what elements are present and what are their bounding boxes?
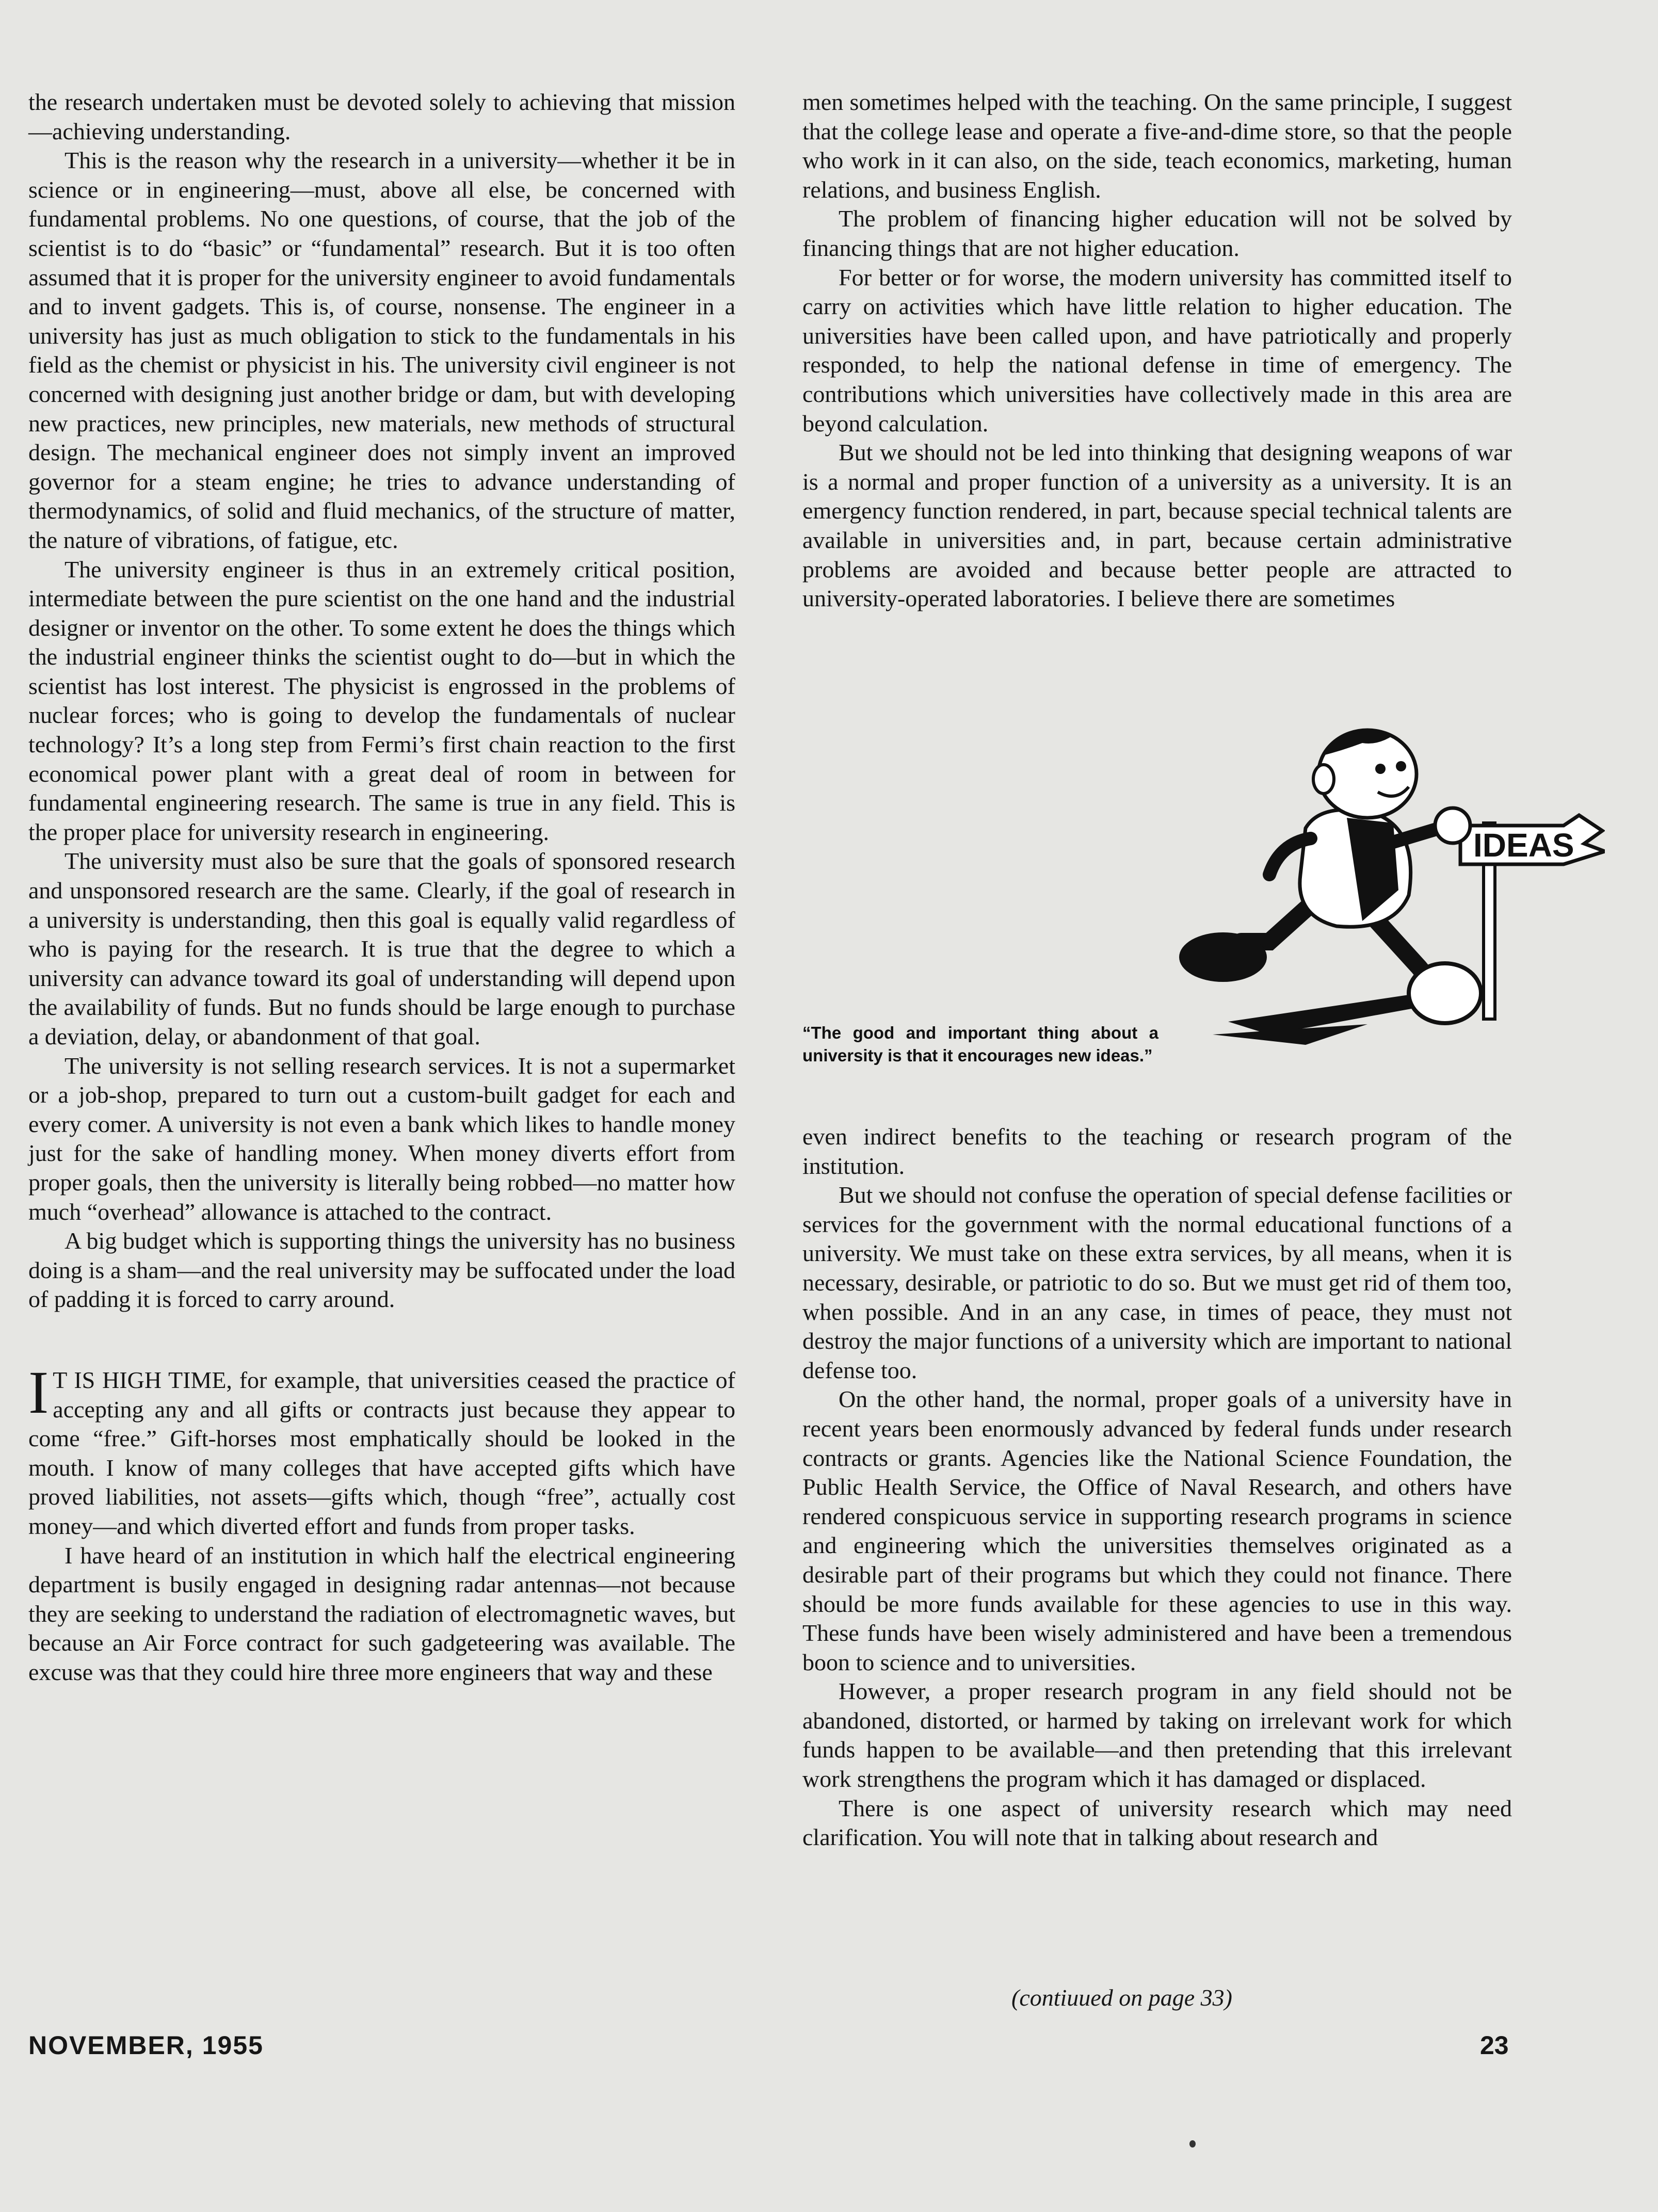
footer-date: NOVEMBER, 1955	[28, 2031, 264, 2060]
paragraph: For better or for worse, the modern university has committed itself to carry on activities which have little relation to higher education. The universities have been called upon, and have patriotically and properly responded, to help the national defense in time of emergency. The contributions which universities have collectively made in this area are beyond calculation.	[802, 264, 1512, 437]
paragraph: I have heard of an institution in which half the electrical engineering department is busily engaged in designing radar antennas—not because they are seeking to understand the radiation of electromagnetic waves, but because an Air Force contract for such gadgeteering was available. The excuse was that they could hire three more engineers that way and these	[28, 1542, 735, 1685]
section-lead-in: T IS HIGH TIME,	[53, 1366, 232, 1393]
paragraph: This is the reason why the research in a university—whether it be in science or in engineering—must, above all else, be concerned with fundamental problems. No one questions, of course, that the job of the scientist is to do “basic” or “fundamental” research. But it is too often assumed that it is proper for the university engineer to avoid fundamentals and to invent gadgets. This is, of course, nonsense. The engineer in a university has just as much obligation to stick to the fundamentals in his field as the chemist or physicist in his. The university civil engineer is not concerned with designing just another bridge or dam, but with developing new practices, new principles, new materials, new methods of structural design. The mechanical engineer does not simply invent an improved governor for a steam engine; he tries to advance understanding of thermodynamics, of solid and fluid mechanics, of the structure of matter, the nature of vibrations, of fatigue, etc.	[28, 147, 735, 553]
paragraph: The problem of financing higher education will not be solved by financing things that are not higher education.	[802, 205, 1512, 261]
paragraph: But we should not be led into thinking that designing weapons of war is a normal and proper function of a university as a university. It is an emergency function rendered, in part, because special technical talents are available in universities and, in part, because certain administrative problems are avoided and because better people are attracted to university-operated laboratories. I believe there are sometimes	[802, 439, 1512, 612]
continued-note: (contiuued on page 33)	[1011, 1984, 1232, 2011]
section-opening-paragraph	[28, 1358, 735, 1541]
paragraph: The university is not selling research services. It is not a supermarket or a job-shop, prepared to turn out a custom-built gadget for each and every comer. A university is not even a bank which likes to handle money just for the sake of handling money. When money diverts effort from proper goals, then the university is literally being robbed—no matter how much “overhead” allowance is attached to the contract.	[28, 1052, 735, 1225]
paragraph: There is one aspect of university research which may need clarification. You will note that in talking about research and	[802, 1795, 1512, 1851]
paragraph: men sometimes helped with the teaching. On the same principle, I suggest that the college lease and operate a five-and-dime store, so that the people who work in it can also, on the side, teach economics, marketing, human relations, and business English.	[802, 89, 1512, 203]
running-boy-ideas-illustration	[1151, 725, 1605, 1086]
ideas-sign-text: IDEAS	[1473, 827, 1574, 864]
right-column-top	[802, 88, 1512, 613]
paragraph: the research undertaken must be devoted solely to achieving that mission—achieving understanding.	[28, 89, 735, 144]
paragraph: even indirect benefits to the teaching or research program of the institution.	[802, 1123, 1512, 1179]
print-speck	[1189, 2140, 1196, 2148]
section-opening-text: for example, that universities ceased the practice of accepting any and all gifts or contracts just because they appear to come “free.” Gift-horses most emphatically should be looked in the mouth. I know of many colleges that have accepted gifts which have proved liabilities, not assets—gifts which, though “free”, actually cost money—and which diverted effort and funds from proper tasks.	[28, 1366, 735, 1539]
drop-cap: I	[28, 1358, 49, 1426]
paragraph: But we should not confuse the operation of special defense facilities or services for the government with the normal educational functions of a university. We must take on these extra services, by all means, when it is necessary, desirable, or patriotic to do so. But we must get rid of them too, when possible. And in an any case, in times of peace, they must not destroy the major functions of a university which are important to national defense too.	[802, 1182, 1512, 1383]
fist	[1435, 808, 1470, 843]
paragraph: On the other hand, the normal, proper goals of a university have in recent years been enormously advanced by federal funds under research contracts or grants. Agencies like the National Science Foundation, the Public Health Service, the Office of Naval Research, and others have rendered conspicuous service in supporting research programs in science and engineering which the universities themselves originated as a desirable part of their programs but which they could not finance. There should be more funds available for these agencies to use in this way. These funds have been wisely administered and have been a tremendous boon to science and to universities.	[802, 1386, 1512, 1675]
front-shoe	[1409, 963, 1481, 1023]
paragraph: A big budget which is supporting things the university has no business doing is a sham—and the real university may be suffocated under the load of padding it is forced to carry around.	[28, 1228, 735, 1313]
back-shoe	[1179, 932, 1267, 982]
paragraph: The university engineer is thus in an extremely critical position, intermediate between the pure scientist on the one hand and the industrial designer or inventor on the other. To some extent he does the things which the industrial engineer thinks the scientist ought to do—but in which the scientist has lost interest. The physicist is engrossed in the problems of nuclear forces; who is going to develop the fundamentals of nuclear technology? It’s a long step from Fermi’s first chain reaction to the first economical power plant with a great deal of room in between for fundamental engineering research. The same is true in any field. This is the proper place for university research in engineering.	[28, 556, 735, 845]
paragraph: The university must also be sure that the goals of sponsored research and unsponsored research are the same. Clearly, if the goal of research in a university is understanding, then this goal is equally valid regardless of who is paying for the research. It is true that the degree to which a university can advance toward its goal of understanding will depend upon the availability of funds. But no funds should be large enough to purchase a deviation, delay, or abandonment of that goal.	[28, 848, 735, 1050]
paragraph: However, a proper research program in any field should not be abandoned, distorted, or harmed by taking on irrelevant work for which funds happen to be available—and then pretending that this irrelevant work strengthens the program which it has damaged or displaced.	[802, 1678, 1512, 1793]
right-column-bottom	[802, 1122, 1512, 1852]
page-number: 23	[1480, 2031, 1509, 2060]
illustration-caption: “The good and important thing about a university is that it encourages new ideas.”	[802, 1023, 1158, 1065]
left-column	[28, 88, 735, 1687]
